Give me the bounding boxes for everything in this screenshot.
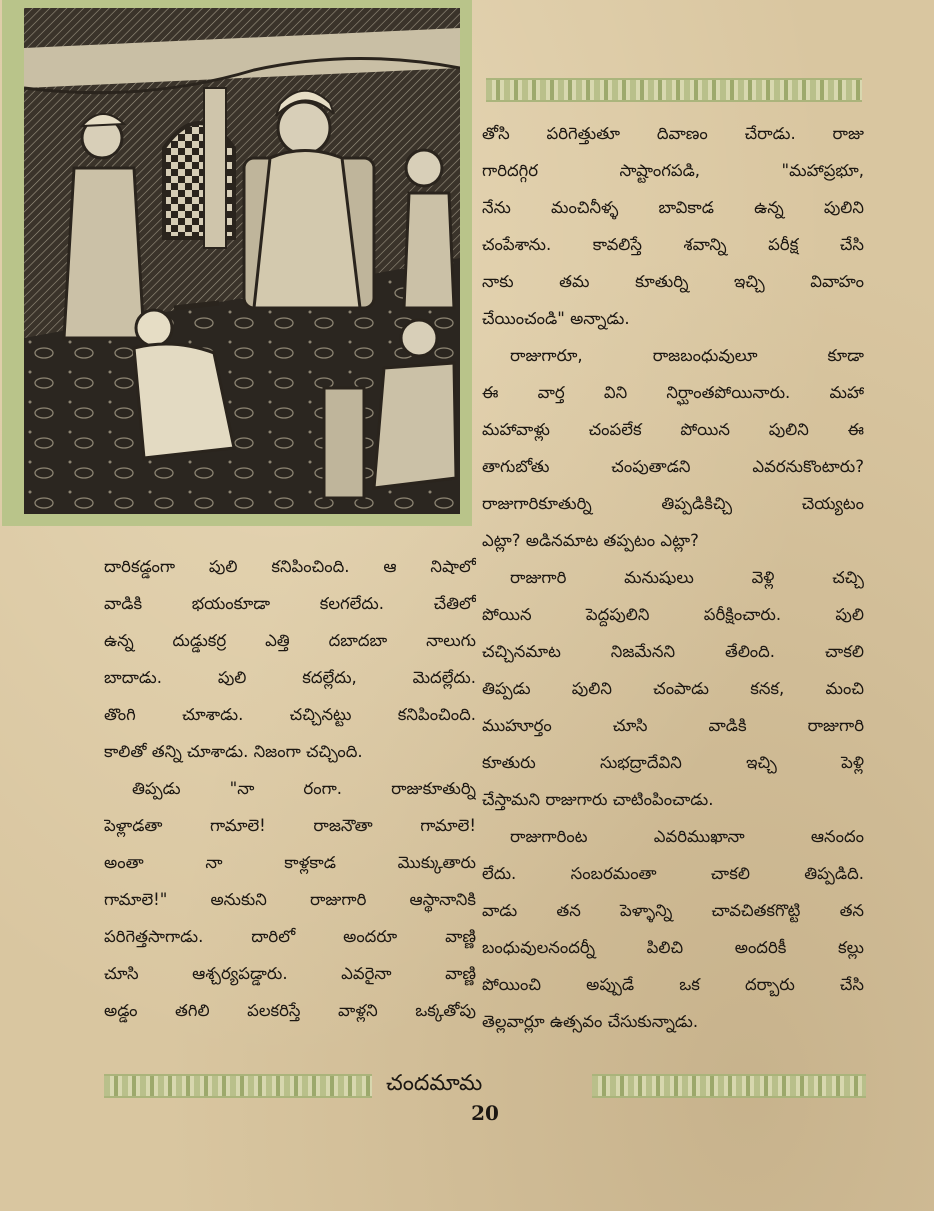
text-line: రాజుగారింట ఎవరిముఖానా ఆనందం	[510, 827, 864, 846]
text-line: అంతా నా కాళ్లకాడ మొక్కుతారు	[104, 853, 476, 872]
text-line: గారిదగ్గిర సాష్టాంగపడి, "మహాప్రభూ,	[482, 161, 864, 180]
text-line: వాడికి భయంకూడా కలగలేదు. చేతిలో	[104, 594, 476, 613]
illustration-drawing	[24, 8, 460, 514]
text-line: తొంగి చూశాడు. చచ్చినట్టు కనిపించింది.	[104, 705, 476, 724]
text-line: ఈ వార్త విని నిర్ఘాంతపోయినారు. మహా	[482, 383, 864, 402]
text-line: చంపేశాను. కావలిస్తే శవాన్ని పరీక్ష చేసి	[482, 235, 864, 254]
text-line: రాజుగారూ, రాజబంధువులూ కూడా	[510, 346, 864, 365]
text-line: పెళ్లాడతా గామాలె! రాజనౌతా గామాలె!	[104, 816, 476, 835]
text-line: నేను మంచినీళ్ళ బావికాడ ఉన్న పులిని	[482, 198, 864, 217]
text-line: తిప్పడు పులిని చంపాడు కనక, మంచి	[482, 679, 864, 698]
page-number: 20	[471, 1101, 499, 1125]
text-line: నాకు తమ కూతుర్ని ఇచ్చి వివాహం	[482, 272, 864, 291]
text-line: మహావాళ్లు చంపలేక పోయిన పులిని ఈ	[482, 420, 864, 439]
text-line: రాజుగారి మనుషులు వెళ్లి చచ్చి	[510, 568, 864, 587]
text-line: అడ్డం తగిలి పలకరిస్తే వాళ్లని ఒక్కతోపు	[104, 1001, 476, 1020]
decorative-border-footer-right	[592, 1074, 866, 1098]
text-line: చేస్తామని రాజుగారు చాటింపించాడు.	[482, 790, 714, 809]
illustration-frame	[2, 0, 472, 526]
text-line: తిప్పడు "నా రంగా. రాజుకూతుర్ని	[132, 779, 476, 798]
text-line: తోసి పరిగెత్తుతూ దివాణం చేరాడు. రాజు	[482, 124, 864, 143]
court-scene-illustration	[24, 8, 460, 514]
text-line: తాగుబోతు చంపుతాడని ఎవరనుకొంటారు?	[482, 457, 864, 476]
text-line: బాదాడు. పులి కదల్లేదు, మెదల్లేదు.	[104, 668, 476, 687]
left-text-column	[104, 548, 476, 1029]
text-line: కూతురు సుభద్రాదేవిని ఇచ్చి పెళ్లి	[482, 753, 864, 772]
text-line: గామాలె!" అనుకుని రాజుగారి ఆస్థానానికి	[104, 890, 476, 909]
decorative-border-footer-left	[104, 1074, 372, 1098]
text-line: పోయించి అప్పుడే ఒక దర్బారు చేసి	[482, 975, 864, 994]
text-line: పోయిన పెద్దపులిని పరీక్షించారు. పులి	[482, 605, 864, 624]
text-line: కాలితో తన్ని చూశాడు. నిజంగా చచ్చింది.	[104, 742, 363, 761]
text-line: రాజుగారికూతుర్ని తిప్పడికిచ్చి చెయ్యటం	[482, 494, 864, 513]
text-line: లేదు. సంబరమంతా చాకలి తిప్పడిది.	[482, 864, 864, 883]
text-line: చేయించండి" అన్నాడు.	[482, 309, 630, 328]
text-line: బంధువులనందర్నీ పిలిచి అందరికీ కల్లు	[482, 938, 864, 957]
text-line: పరిగెత్తసాగాడు. దారిలో అందరూ వాణ్ణి	[104, 927, 476, 946]
text-line: చచ్చినమాట నిజమేనని తేలింది. చాకలి	[482, 642, 864, 661]
text-line: దారికడ్డంగా పులి కనిపించింది. ఆ నిషాలో	[104, 557, 476, 576]
text-line: వాడు తన పెళ్ళాన్ని చావచితకగొట్టి తన	[482, 901, 864, 920]
decorative-border-top	[486, 78, 862, 102]
magazine-name: చందమామ	[386, 1071, 483, 1096]
text-line: తెల్లవార్లూ ఉత్సవం చేసుకున్నాడు.	[482, 1012, 699, 1031]
right-text-column	[482, 115, 864, 1040]
text-line: ఉన్న దుడ్డుకర్ర ఎత్తి దబాదబా నాలుగు	[104, 631, 476, 650]
text-line: ఎట్లా? అడినమాట తప్పటం ఎట్లా?	[482, 531, 699, 550]
text-line: ముహూర్తం చూసి వాడికి రాజుగారి	[482, 716, 864, 735]
text-line: చూసి ఆశ్చర్యపడ్డారు. ఎవరైనా వాణ్ణి	[104, 964, 476, 983]
